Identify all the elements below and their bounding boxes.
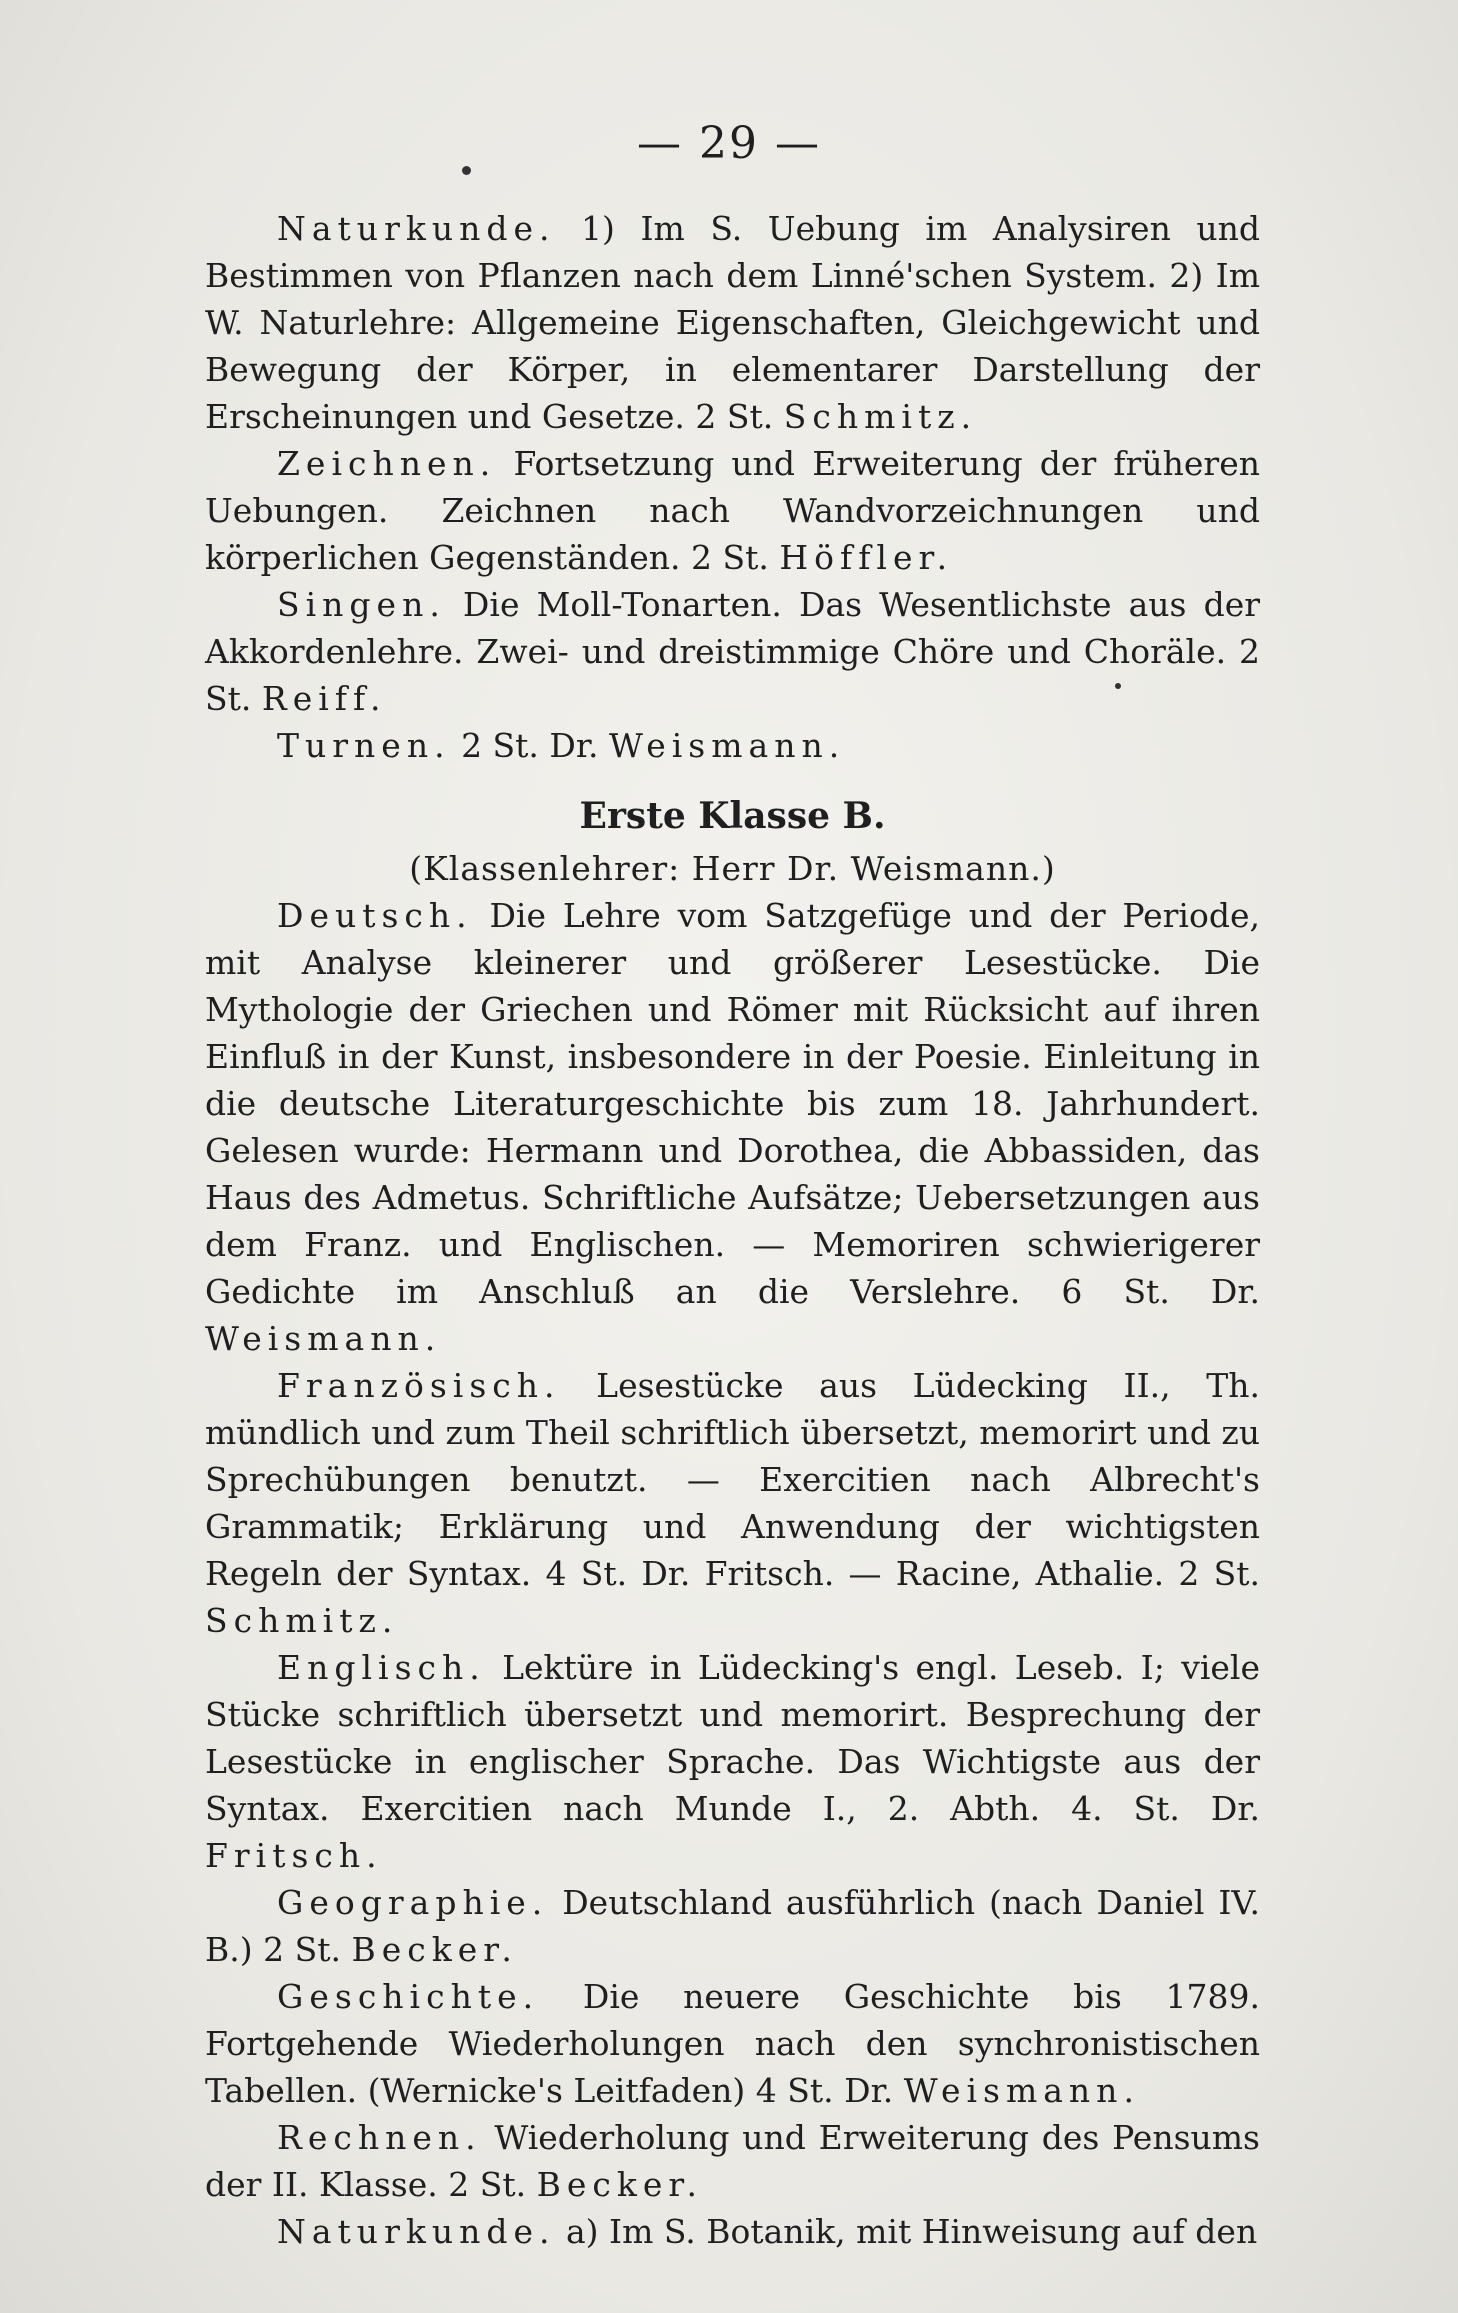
paragraph-text: Wiederholung und Erweiterung des Pensums der II. Klasse. 2 St. — [205, 2118, 1260, 2204]
paragraph-text: Die Lehre vom Satzgefüge und der Periode, mit Analyse kleinerer und größerer Lesestücke. Die Mythologie der Griechen und Römer mit Rücksicht auf ihren Einfluß in der Kunst, insbesondere in der Poesie. Einleitung in die deutsche Literaturgeschichte bis zum 18. Jahrhundert. Gelesen wurde: Hermann und Dorothea, die Abbassiden, das Haus des Admetus. Schriftliche Aufsätze; Uebersetzungen aus dem Franz. und Englischen. — Memoriren schwierigerer Gedichte im Anschluß an die Verslehre. 6 St. Dr. — [205, 896, 1260, 1311]
subject-label: Englisch. — [277, 1648, 486, 1687]
subject-label: Naturkunde. — [277, 2212, 556, 2251]
paragraph-text: Deutschland ausführlich (nach Daniel IV. B.) 2 St. — [205, 1883, 1260, 1969]
teacher-name: Becker. — [536, 2165, 704, 2204]
teacher-name: Schmitz. — [783, 397, 978, 436]
paragraph-text: 2 St. Dr. — [450, 726, 609, 765]
subject-label: Naturkunde. — [277, 209, 556, 248]
subject-label: Deutsch. — [277, 896, 473, 935]
teacher-name: Weismann. — [609, 726, 846, 765]
subject-label: Geschichte. — [277, 1977, 540, 2016]
paragraph-naturkunde-2 — [205, 2208, 1260, 2255]
teacher-name: Fritsch. — [205, 1836, 383, 1875]
subject-label: Zeichnen. — [277, 444, 497, 483]
paragraph-singen — [205, 581, 1260, 722]
paragraph-naturkunde — [205, 205, 1260, 440]
paragraph-deutsch — [205, 892, 1260, 1362]
section-subheading: (Klassenlehrer: Herr Dr. Weismann.) — [409, 849, 1056, 888]
paragraph-text: Lektüre in Lüdecking's engl. Leseb. I; viele Stücke schriftlich übersetzt und memorirt. Besprechung der Lesestücke in englischer Sprache. Das Wichtigste aus der Syntax. Exercitien nach Munde I., 2. Abth. 4. St. Dr. — [205, 1648, 1260, 1828]
paragraph-zeichnen — [205, 440, 1260, 581]
subject-label: Rechnen. — [277, 2118, 482, 2157]
subject-label: Geographie. — [277, 1883, 549, 1922]
paragraph-text: Die neuere Geschichte bis 1789. Fortgehende Wiederholungen nach den synchronistischen Tabellen. (Wernicke's Leitfaden) 4 St. Dr. — [205, 1977, 1260, 2110]
teacher-name: Weismann. — [205, 1319, 442, 1358]
paragraph-text: Lesestücke aus Lüdecking II., Th. mündlich und zum Theil schriftlich übersetzt, memorirt und zu Sprechübungen benutzt. — Exercitien nach Albrecht's Grammatik; Erklärung und Anwendung der wichtigsten Regeln der Syntax. 4 St. Dr. Fritsch. — Racine, Athalie. 2 St. — [205, 1366, 1260, 1593]
subject-label: Französisch. — [277, 1366, 561, 1405]
paragraph-text: Die Moll-Tonarten. Das Wesentlichste aus der Akkordenlehre. Zwei- und dreistimmige Chöre und Choräle. 2 St. — [205, 585, 1260, 718]
teacher-name: Reiff. — [261, 679, 387, 718]
text-column — [205, 205, 1260, 2255]
paragraph-englisch — [205, 1644, 1260, 1879]
teacher-name: Schmitz. — [205, 1601, 399, 1640]
page-number: — 29 — — [637, 118, 821, 169]
paragraph-turnen — [205, 722, 1260, 769]
subject-label: Singen. — [277, 585, 446, 624]
paragraph-geschichte — [205, 1973, 1260, 2114]
teacher-name: Becker. — [351, 1930, 518, 1969]
paragraph-franzoesisch — [205, 1362, 1260, 1644]
paragraph-geographie — [205, 1879, 1260, 1973]
paragraph-rechnen — [205, 2114, 1260, 2208]
section-heading: Erste Klasse B. — [579, 795, 886, 837]
teacher-name: Weismann. — [903, 2071, 1140, 2110]
paragraph-text: a) Im S. Botanik, mit Hinweisung auf den — [555, 2212, 1258, 2251]
subject-label: Turnen. — [277, 726, 451, 765]
teacher-name: Höffler. — [779, 538, 954, 577]
paragraph-text: 1) Im S. Uebung im Analysiren und Bestimmen von Pflanzen nach dem Linné'schen System. 2) Im W. Naturlehre: Allgemeine Eigenschaften, Gleichgewicht und Bewegung der Körper, in elementarer Darstellung der Erscheinungen und Gesetze. 2 St. — [205, 209, 1260, 436]
paragraph-text: Fortsetzung und Erweiterung der früheren Uebungen. Zeichnen nach Wandvorzeichnungen und körperlichen Gegenständen. 2 St. — [205, 444, 1260, 577]
